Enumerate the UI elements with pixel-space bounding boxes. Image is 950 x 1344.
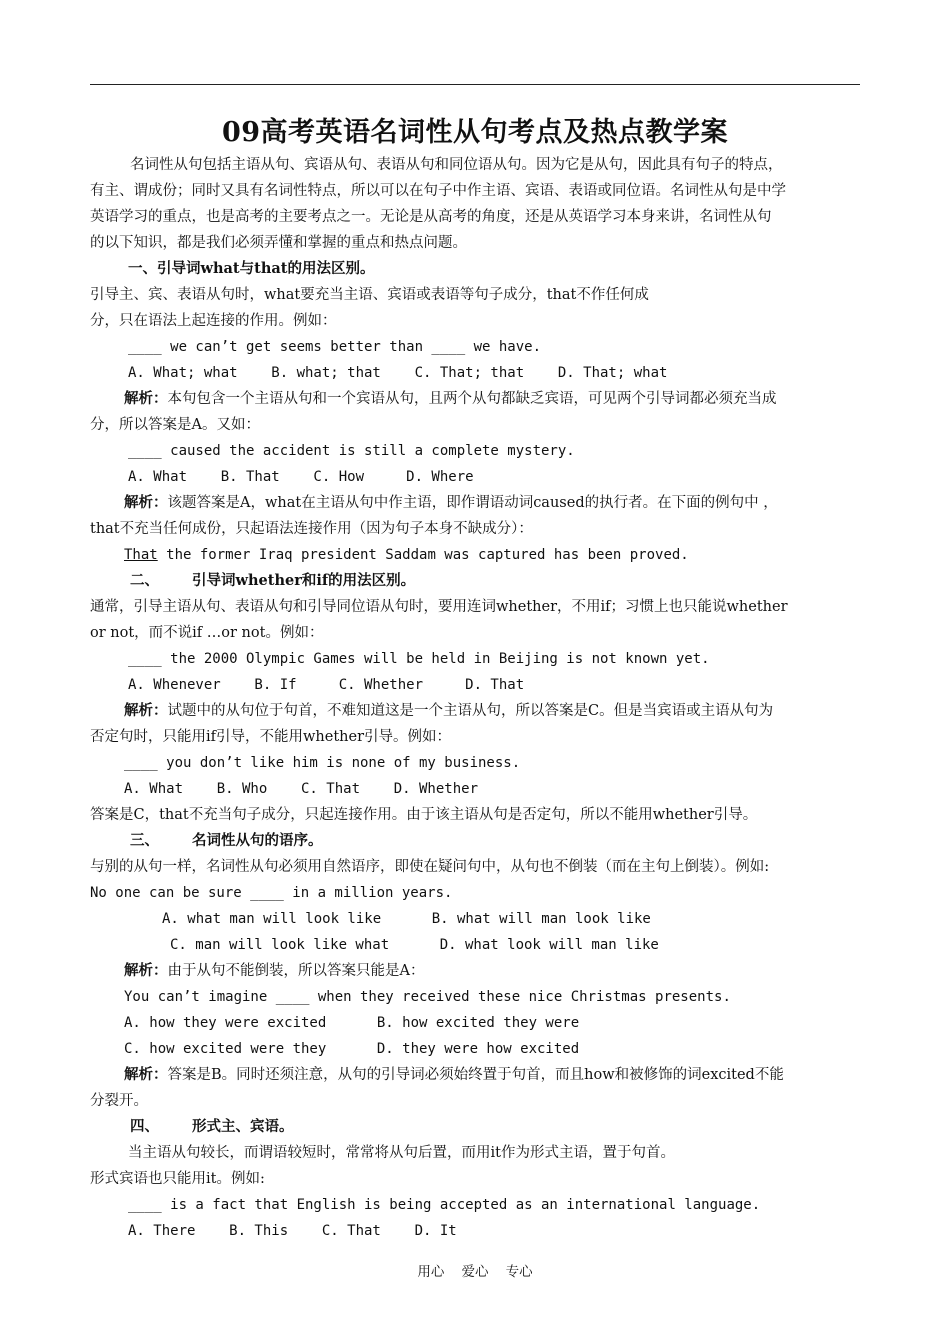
body-line: 通常，引导主语从句、表语从句和引导同位语从句时，要用连词whether，不用if；习惯上也只能说whether [90, 599, 788, 615]
body-line: 引导主、宾、表语从句时，what要充当主语、宾语或表语等句子成分，that不作任何成 [90, 287, 649, 303]
section-heading: 引导词whether和if的用法区别。 [192, 572, 416, 589]
example-options: A. What; what B. what; that C. That; that D. That; what [128, 365, 668, 381]
analysis-label: 解析： [124, 702, 168, 719]
analysis-text: 本句包含一个主语从句和一个宾语从句，且两个从句都缺乏宾语，可见两个引导词都必须充当成 [167, 391, 777, 407]
section-number: 三、 [130, 832, 159, 849]
body-line: or not，而不说if …or not。例如： [90, 625, 324, 641]
example-question: ____ you don’t like him is none of my business. [124, 755, 521, 771]
section-heading: 一、引导词what与that的用法区别。 [128, 260, 375, 277]
analysis-label: 解析： [124, 962, 168, 979]
example-options: A. What B. Who C. That D. Whether [124, 781, 479, 797]
example-text: the former Iraq president Saddam was captured has been proved. [157, 547, 689, 563]
page-title: 09高考英语名词性从句考点及热点教学案 [221, 117, 729, 148]
example-question: ____ is a fact that English is being accepted as an international language. [128, 1197, 761, 1213]
analysis-line: 分，所以答案是A。又如： [90, 417, 260, 433]
underlined-word: That [124, 547, 158, 563]
example-question: You can’t imagine ____ when they received these nice Christmas presents. [124, 989, 731, 1005]
example-question: ____ caused the accident is still a complete mystery. [128, 443, 575, 459]
intro-line: 名词性从句包括主语从句、宾语从句、表语从句和同位语从句。因为它是从句，因此具有句子的特点， [130, 157, 783, 173]
example-question: ____ the 2000 Olympic Games will be held in Beijing is not known yet. [128, 651, 710, 667]
example-question: No one can be sure ____ in a million years. [90, 885, 453, 901]
analysis-label: 解析： [124, 494, 168, 511]
example-options: A. what man will look like B. what will man look like [162, 911, 651, 927]
analysis-text: 答案是B。同时还须注意，从句的引导词必须始终置于句首，而且how和被修饰的词excited不能 [167, 1067, 784, 1083]
analysis-text: 试题中的从句位于句首，不难知道这是一个主语从句，所以答案是C。但是当宾语或主语从句为 [167, 703, 774, 719]
answer-line: 答案是C，that不充当句子成分，只起连接作用。由于该主语从句是否定句，所以不能用whether引导。 [90, 807, 758, 823]
section-number: 四、 [130, 1118, 159, 1135]
analysis-label: 解析： [124, 1066, 168, 1083]
analysis-line [124, 389, 777, 409]
body-line: 形式宾语也只能用it。例如: [90, 1171, 265, 1187]
analysis-line [124, 961, 424, 981]
analysis-line [124, 1065, 784, 1085]
analysis-text: 该题答案是A，what在主语从句中作主语，即作谓语动词caused的执行者。在下面的例句中 ， [167, 495, 778, 511]
example-sentence [124, 545, 689, 565]
body-line: 当主语从句较长，而谓语较短时，常常将从句后置，而用it作为形式主语，置于句首。 [128, 1145, 675, 1161]
analysis-line [124, 701, 773, 721]
section-heading: 形式主、宾语。 [192, 1118, 294, 1135]
example-options: A. how they were excited B. how excited they were [124, 1015, 580, 1031]
analysis-label: 解析： [124, 390, 168, 407]
analysis-line: 否定句时，只能用if引导，不能用whether引导。例如： [90, 729, 452, 745]
section-heading: 名词性从句的语序。 [192, 832, 323, 849]
example-options: A. What B. That C. How D. Where [128, 469, 474, 485]
example-options: A. There B. This C. That D. It [128, 1223, 457, 1239]
analysis-text: 由于从句不能倒装，所以答案只能是A： [167, 963, 425, 979]
header-rule [90, 84, 860, 85]
body-line: 与别的从句一样，名词性从句必须用自然语序，即使在疑问句中，从句也不倒装（而在主句上倒装）。例如: [90, 859, 770, 875]
example-options: C. how excited were they D. they were how excited [124, 1041, 580, 1057]
intro-line: 英语学习的重点，也是高考的主要考点之一。无论是从高考的角度，还是从英语学习本身来讲，名词性从句 [90, 209, 772, 225]
page-footer: 用心 爱心 专心 [417, 1264, 533, 1280]
example-options: C. man will look like what D. what look will man like [170, 937, 659, 953]
section-number: 二、 [130, 572, 159, 589]
analysis-line: that不充当任何成份，只起语法连接作用（因为句子本身不缺成分）： [90, 521, 533, 537]
analysis-line: 分裂开。 [90, 1093, 148, 1109]
body-line: 分，只在语法上起连接的作用。例如： [90, 313, 337, 329]
example-options: A. Whenever B. If C. Whether D. That [128, 677, 525, 693]
example-question: ____ we can’t get seems better than ____ we have. [128, 339, 542, 355]
intro-line: 有主、谓成份；同时又具有名词性特点，所以可以在句子中作主语、宾语、表语或同位语。名词性从句是中学 [90, 183, 786, 199]
analysis-line [124, 493, 778, 513]
intro-line: 的以下知识，都是我们必须弄懂和掌握的重点和热点问题。 [90, 235, 467, 251]
